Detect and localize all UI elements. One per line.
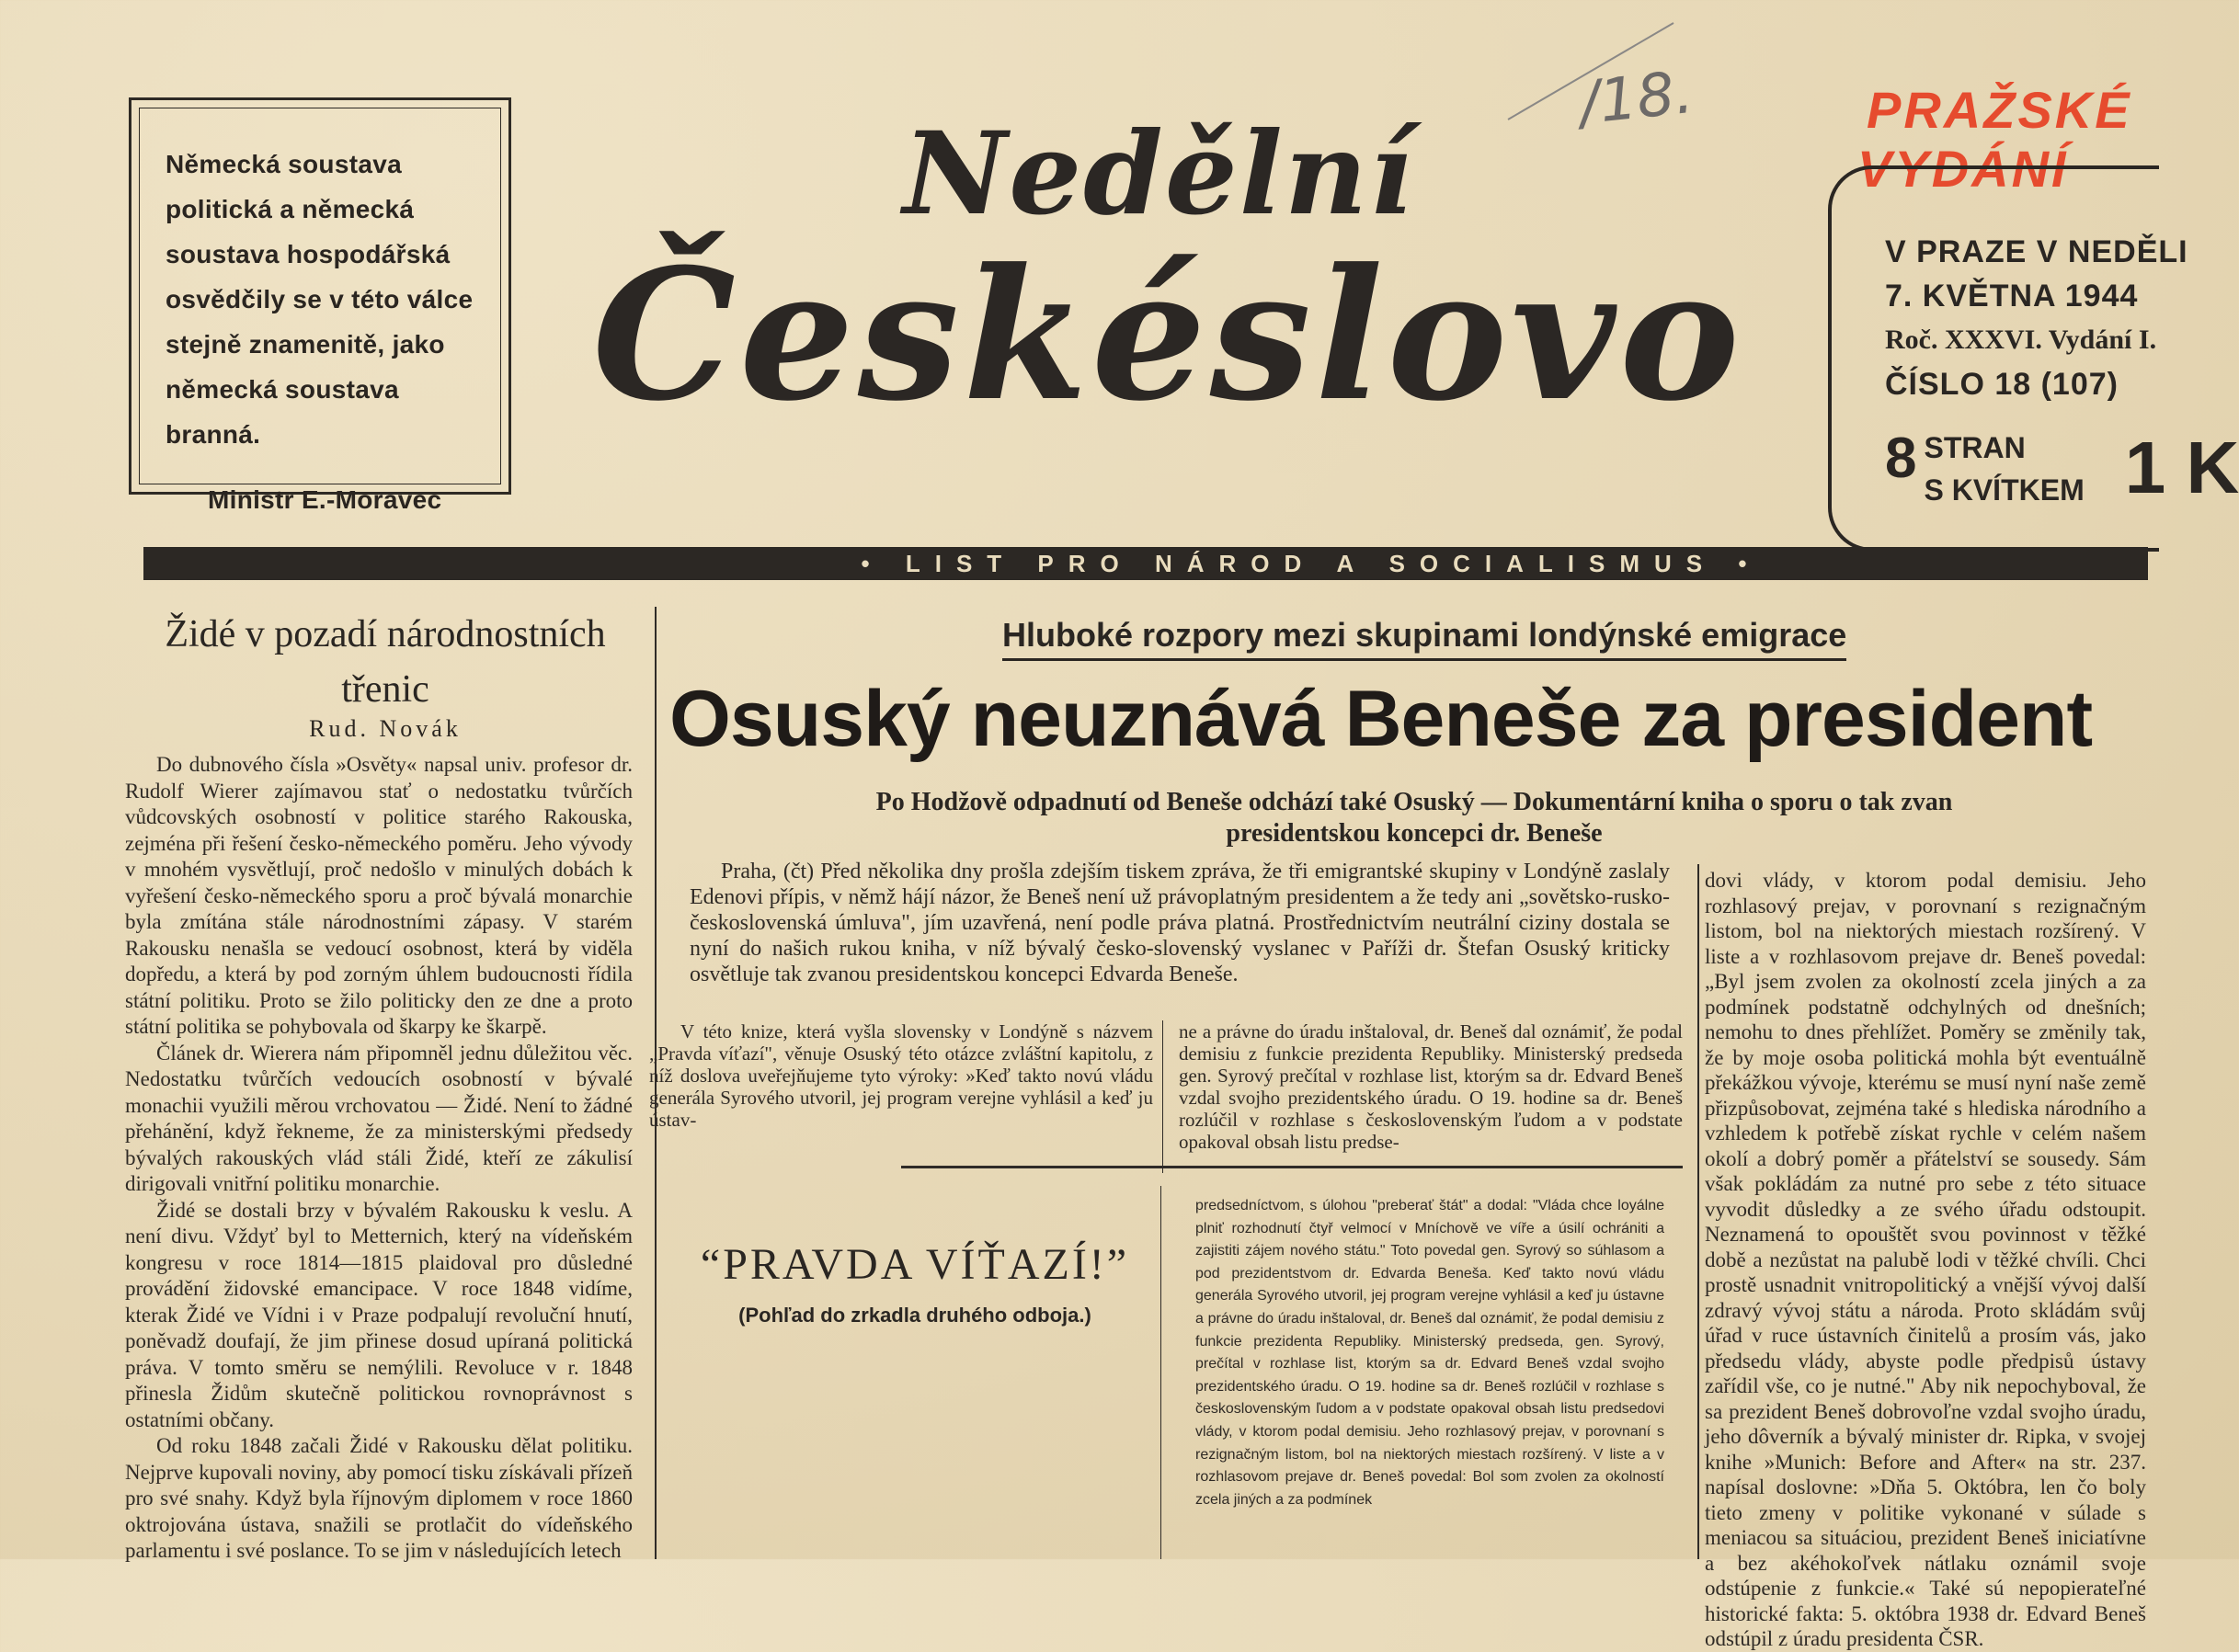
- column-b-text: ne a právne do úradu inštaloval, dr. Beneš dal oznámiť, že podal demisiu z funkcie prezidenta Republiky. Ministerský predseda gen. Syrový prečítal v rozhlase list, ktorým sa dr. Edvard Beneš vzdal svojho prezidentského úradu. O 19. hodine sa dr. Beneš rozlúčil v rozhlase s československým ľudom a v podstate opakoval obsah listu predse-: [1179, 1020, 1683, 1153]
- quote-box-inner: [139, 108, 501, 514]
- main-article-column-b: [1179, 1020, 1683, 1156]
- book-subtitle: (Pohľad do zrkadla druhého odboja.): [738, 1304, 1091, 1327]
- left-article-headline: Židé v pozadí národnostních třenic: [165, 613, 606, 711]
- facsimile-text: predsedníctvom, s úlohou "preberať štát" a dodal: "Vláda chce loyálne plniť rozhodnutí čtyř velmocí v Mníchově ve víře a úsilí ochrániti a zajistiti zájem nového státu." Toto povedal gen. Syrový so súhlasom a pod prezidentstvom dr. Edvarda Beneša. Keď takto novú vládu generála Syrového utvoril, jej program verejne vyhlásil a keď ju ústavne a právne do úradu inštaloval, dr. Beneš dal oznámiť, že podal demisiu z funkcie prezidenta Republiky. Ministerský predseda, gen. Syrový, prečítal v rozhlase list, ktorým sa dr. Edvard Beneš vzdal svojho prezidentského úradu. O 19. hodine sa dr. Beneš rozlúčil v rozhlase s československým ľudom a v podstate opakoval obsah listu predsedovi vlády, v ktorom podal demisiu. Jeho rozhlasový prejav, v porovnaní s rezignačným listom, bol na niektorých miestach rozšírený. V liste a v rozhlasovom prejave dr. Beneš povedal: Bol som zvolen za okolností zcela jiných a za podmínek: [1195, 1198, 1664, 1508]
- left-paragraph: Židé se dostali brzy v bývalém Rakousku k veslu. A není divu. Vždyť byl to Metternich, který na vídeňském kongresu v roce 1814—1815 plaidoval pro důsledné provádění židovské emancipace. V roce 1848 vidíme, kterak Židé ve Vídni i v Praze podpalují revoluční hnutí, poněvadž doufají, že jim přinese dosud upíraná politická práva. V tomto směru se nemýlili. Revoluce v r. 1848 přinesla Židům skutečně politickou rovnoprávnost s ostatními občany.: [125, 1198, 633, 1431]
- subhead-line-2: presidentskou koncepci dr. Beneše: [1226, 819, 1603, 848]
- quote-signature: Ministr E.-Moravec: [208, 485, 442, 514]
- left-article-body: [125, 752, 633, 1562]
- pencil-mark: /18.: [1576, 58, 1696, 139]
- issue-number: ČÍSLO 18 (107): [1885, 367, 2119, 402]
- book-title: “PRAVDA VÍŤAZÍ!”: [700, 1240, 1130, 1289]
- issue-volume: Roč. XXXVI. Vydání I.: [1885, 325, 2157, 355]
- column-right-text: dovi vlády, v ktorom podal demisiu. Jeho rozhlasový prejav, v porovnaní s rezignačným listom, bol na niektorých miestach rozšírený. V liste a v rozhlasovom prejave dr. Beneš povedal: „Byl jsem zvolen za okolností zcela jiných a za podmínek podstatně odchylných od dnešních; nemohu to dnes přehlížet. Poměry se změnily tak, že by moje osoba politická mohla být eventuálně překážkou vývoje, kterému se musí nyní naše země přizpůsobovat, zejména také s hlediska národního a vzhledem k potřebě získat rychle v celém našem okolí a dobrý poměr a přátelství se sousedy. Sám však pokládám za nutné pro sebe z této situace vyvodit důsledky a ze svého úřadu odstoupit. Neznamená to opouštět svou povinnost v těžké době a nezůstat na palubě lodi v těžké chvíli. Chci prostě usnadnit vnitropolitický a vnější vývoj další zdravý vývoj státu a národa. Proto skládám svůj úřad v ruce ústavních činitelů a prosím vás, jako předsedu vlády, abyste podle předpisů ústavy zařídil vše, co je nutné." Aby nik nepochyboval, že sa prezident Beneš dobrovoľne vzdal svojho úradu, jeho dôverník a bývalý minister dr. Ripka, v svojej knihe »Munich: Before and After« na str. 237. napísal doslovne: »Dňa 5. Októbra, len čo boly tieto zmeny v politike vykonané v súlade s meniacou sa situáciou, prezident Beneš iniciatívne a bez akéhokoľvek nátlaku oznámil svoje odstúpenie z funkcie.« Také sú nepopierateľné historické fakta: 5. októbra 1938 dr. Edvard Beneš odstúpil z úradu presidenta ČSR.: [1705, 869, 2146, 1650]
- pages-label-line-1: STRAN: [1924, 431, 2026, 464]
- motto-text: • LIST PRO NÁROD A SOCIALISMUS •: [861, 550, 1762, 577]
- left-article-author: Rud. Novák: [309, 715, 462, 742]
- masthead-line-1: Nedělní: [902, 108, 1415, 241]
- column-divider-right: [1697, 864, 1699, 1559]
- issue-price: 1 K: [2124, 427, 2239, 508]
- issue-place-date-1: V PRAZE V NEDĚLI: [1885, 234, 2188, 269]
- edition-label-line-2: VYDÁNÍ: [1857, 140, 2069, 198]
- issue-place-date-2: 7. KVĚTNA 1944: [1885, 279, 2139, 313]
- left-paragraph: Od roku 1848 začali Židé v Rakousku dělat politiku. Nejprve kupovali noviny, aby pomocí tisku získávali přízeň pro své snahy. Když byla říjnovým diplomem v roce 1860 oktrojována ústava, snažili se protlačit do vídeňského parlamentu i své poslance. To se jim v následujících letech: [125, 1434, 633, 1562]
- pages-label: [1924, 427, 2084, 511]
- left-paragraph: Do dubnového čísla »Osvěty« napsal univ. profesor dr. Rudolf Wierer zajímavou stať o nedostatku tvůrčích vůdcovských osobností v politice starého Rakouska, zejména při řešení česko-německého poměru. Jeho vývody v mnohém vysvětlují, proč nedošlo v minulých dobách k vyřešení česko-německého sporu a proč bývalá monarchie byla zmítána stále národnostními zápasy. V starém Rakousku nenašla se vedoucí osobnost, která by viděla dopředu, a která by pod zorným úhlem budoucnosti řídila státní politiku. Proto se žilo politicky den ze dne a proto státní politika se pohybovala od škarpy ke škarpě.: [125, 753, 633, 1038]
- quote-text: Německá soustava politická a německá soustava hospodářská osvědčily se v této válce stejně znamenitě, jako německá soustava branná.: [166, 150, 474, 449]
- main-article-lead: [690, 859, 1670, 1017]
- main-article-headline: Osuský neuznává Beneše za president: [669, 675, 2093, 763]
- lead-paragraph: Praha, (čt) Před několika dny prošla zdejším tiskem zpráva, že tři emigrantské skupiny v Londýně zaslaly Edenovi přípis, v němž hájí názor, že Beneš není už právoplatným presidentem a že tedy ani „sovětsko-rusko-československá úmluva", jím uzavřená, není podle práva platná. Prostřednictvím neutrální ciziny dostala se nyní do našich rukou kniha, v níž bývalý česko-slovenský vyslanec v Paříži dr. Štefan Osuský kriticky osvětluje tak zvanou presidentskou koncepci Edvarda Beneše.: [690, 860, 1670, 986]
- pages-and-price: [1885, 427, 2239, 511]
- column-divider-inner: [1162, 1020, 1163, 1173]
- quote-box: [129, 97, 511, 514]
- main-article-kicker: Hluboké rozpory mezi skupinami londýnské emigrace: [1002, 614, 1846, 661]
- motto-band: [143, 547, 2148, 580]
- pages-count: 8: [1885, 427, 1917, 490]
- column-a-text: V této knize, která vyšla slovensky v Londýně s názvem „Pravda víťazí", věnuje Osuský této otázce zvláštní kapitolu, z níž doslova uveřejňujeme tyto výroky: »Keď takto novú vládu generála Syrového utvoril, jej program verejne vyhlásil a keď ju ústav-: [649, 1020, 1153, 1131]
- subhead-line-1: Po Hodžově odpadnutí od Beneše odchází také Osuský — Dokumentární kniha o sporu o tak zvan: [875, 788, 1953, 816]
- edition-label-line-1: PRAŽSKÉ: [1867, 81, 2132, 139]
- issue-info-box: [1828, 165, 2239, 552]
- left-paragraph: Článek dr. Wierera nám připomněl jednu důležitou věc. Nedostatku tvůrčích vedoucích osobností v bývalé monachii využili měrou vrchovatou — Židé. Není to žádné přehánění, když řekneme, že za ministerskými předsedy bývalých rakouských vlád stáli Židé, kteří ze zákulisí dirigovali vnitřní politiku monarchie.: [125, 1041, 633, 1195]
- pages-label-line-2: S KVÍTKEM: [1924, 473, 2085, 507]
- section-rule: [901, 1166, 1683, 1168]
- masthead-line-2: Českéslovo: [592, 230, 1743, 441]
- main-article-subhead: [669, 787, 2159, 849]
- main-article-column-a: [649, 1020, 1153, 1156]
- pencil-stroke: [1499, 18, 1683, 129]
- main-article-column-right: [1705, 868, 2146, 1650]
- facsimile-excerpt: [1195, 1195, 1664, 1559]
